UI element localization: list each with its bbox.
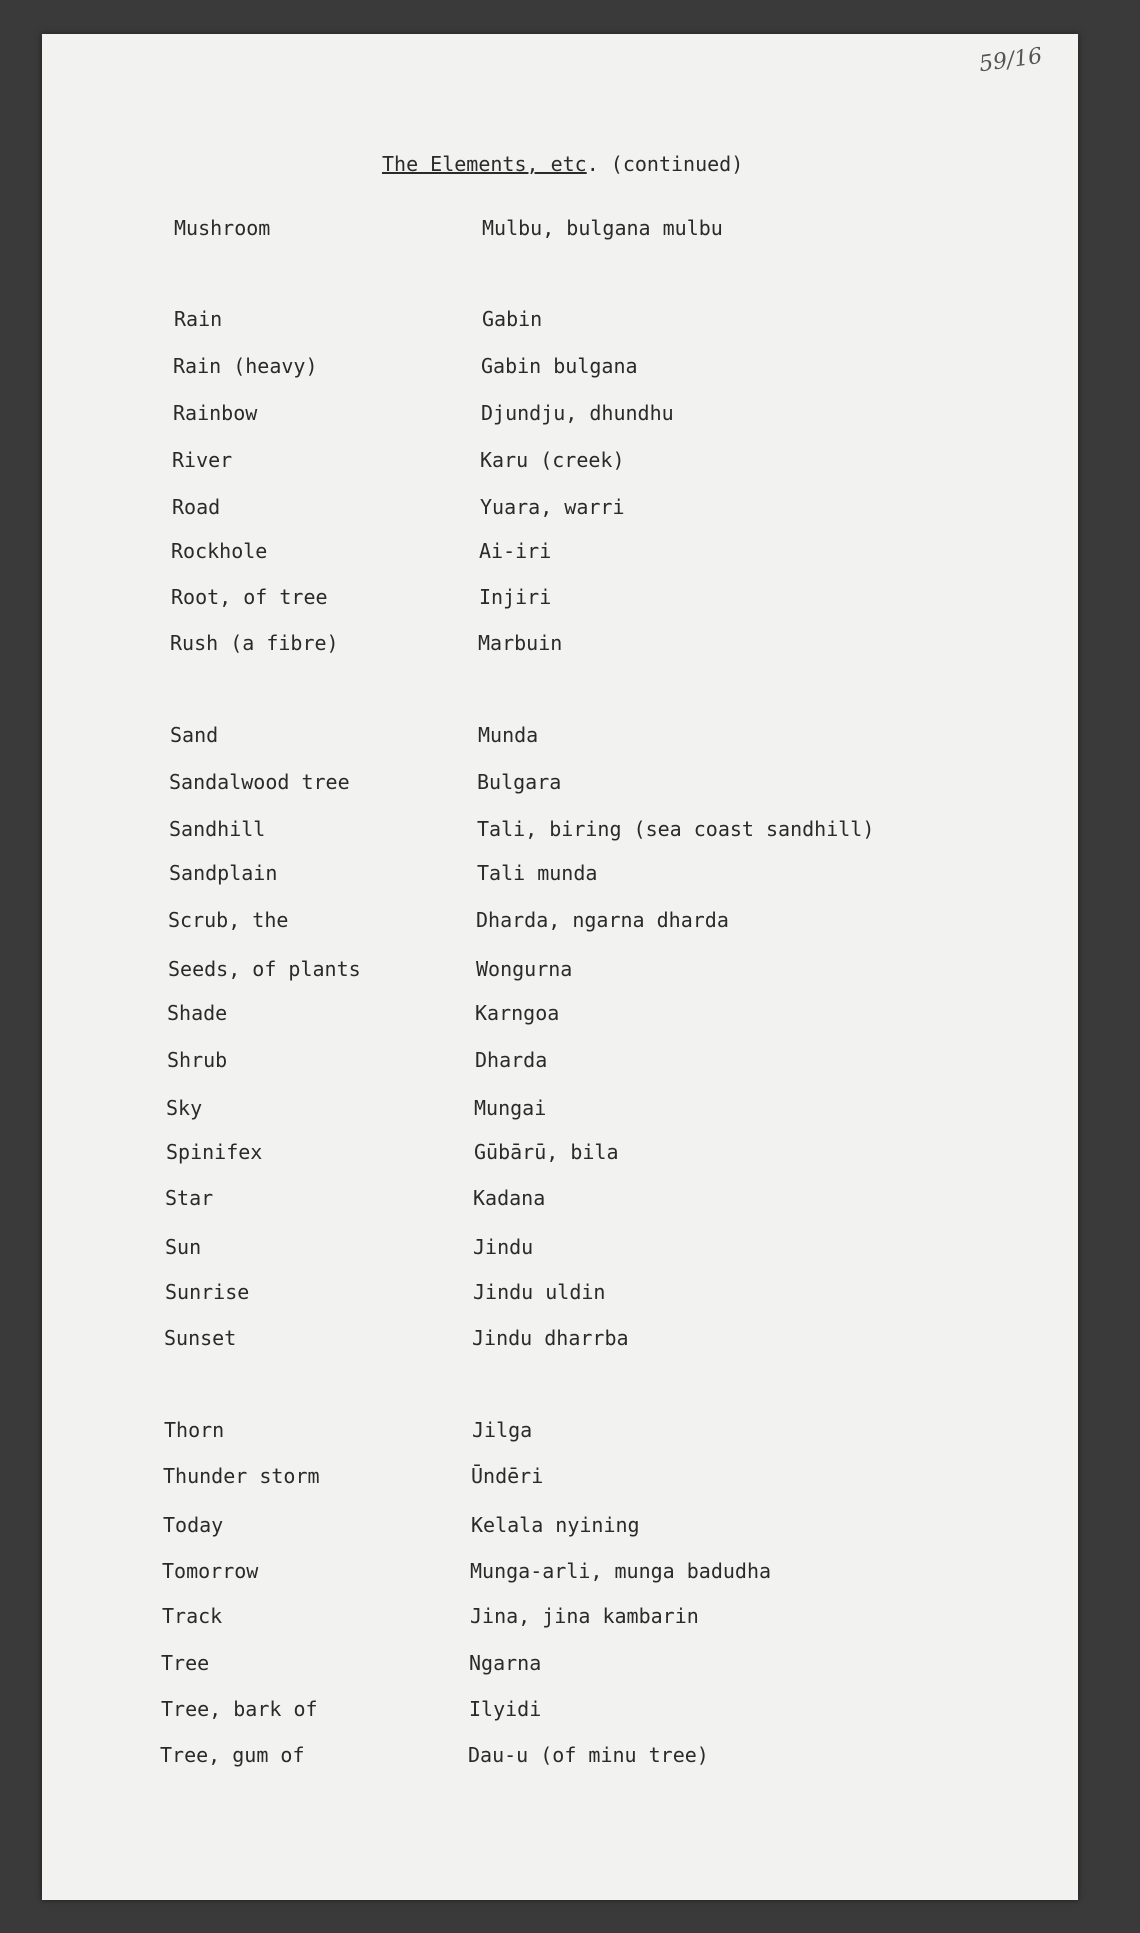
entry-definition: Tali, biring (sea coast sandhill): [477, 817, 875, 841]
entry-definition: Dharda, ngarna dharda: [476, 908, 729, 932]
page-title: [382, 152, 743, 176]
entry-definition: Gūbārū, bila: [474, 1140, 619, 1164]
entry-definition: Jilga: [472, 1418, 533, 1442]
entry-term: Sunrise: [165, 1280, 250, 1304]
entry-definition: Marbuin: [478, 631, 563, 655]
entry-definition: Jindu: [473, 1235, 534, 1259]
entry-term: River: [172, 448, 233, 472]
entry-definition: Ūndēri: [471, 1464, 544, 1488]
entry-definition: Jina, jina kambarin: [470, 1604, 699, 1628]
entry-definition: Bulgara: [477, 770, 562, 794]
entry-term: Sunset: [164, 1326, 237, 1350]
entry-term: Tomorrow: [162, 1559, 259, 1583]
entry-definition: Yuara, warri: [480, 495, 625, 519]
entry-term: Rain: [174, 307, 223, 331]
entry-term: Today: [163, 1513, 224, 1537]
entry-definition: Gabin bulgana: [481, 354, 638, 378]
entry-term: Spinifex: [166, 1140, 263, 1164]
entry-term: Rockhole: [171, 539, 268, 563]
entry-term: Sky: [166, 1096, 203, 1120]
entry-definition: Ai-iri: [479, 539, 552, 563]
entry-definition: Karngoa: [475, 1001, 560, 1025]
entry-term: Shade: [167, 1001, 228, 1025]
entry-term: Thunder storm: [163, 1464, 320, 1488]
entry-definition: Mulbu, bulgana mulbu: [482, 216, 723, 240]
entry-term: Star: [165, 1186, 214, 1210]
entry-definition: Injiri: [479, 585, 552, 609]
document-page: [42, 34, 1078, 1900]
entry-definition: Jindu uldin: [473, 1280, 606, 1304]
entry-term: Sun: [165, 1235, 202, 1259]
entry-term: Sand: [170, 723, 219, 747]
title-underlined: The Elements, etc: [382, 152, 587, 176]
entry-definition: Mungai: [474, 1096, 547, 1120]
entry-term: Tree, bark of: [161, 1697, 318, 1721]
entry-term: Seeds, of plants: [168, 957, 361, 981]
entry-definition: Karu (creek): [480, 448, 625, 472]
entry-term: Track: [162, 1604, 223, 1628]
entry-term: Scrub, the: [168, 908, 289, 932]
page-number: 59/16: [977, 43, 1044, 78]
entry-term: Root, of tree: [171, 585, 328, 609]
entry-term: Sandalwood tree: [169, 770, 350, 794]
entry-term: Tree: [161, 1651, 210, 1675]
entry-definition: Kadana: [473, 1186, 546, 1210]
entry-definition: Dau-u (of minu tree): [468, 1743, 709, 1767]
title-rest: . (continued): [586, 152, 744, 176]
entry-term: Mushroom: [174, 216, 271, 240]
entry-definition: Tali munda: [477, 861, 598, 885]
entry-definition: Djundju, dhundhu: [481, 401, 674, 425]
entry-definition: Dharda: [475, 1048, 548, 1072]
entry-term: Thorn: [164, 1418, 225, 1442]
entry-definition: Jindu dharrba: [472, 1326, 629, 1350]
entry-term: Rush (a fibre): [170, 631, 339, 655]
entry-definition: Munga-arli, munga badudha: [470, 1559, 772, 1583]
entry-definition: Ngarna: [469, 1651, 542, 1675]
entry-definition: Gabin: [482, 307, 543, 331]
entry-definition: Wongurna: [476, 957, 573, 981]
entry-term: Sandplain: [169, 861, 278, 885]
entry-term: Road: [172, 495, 221, 519]
entry-term: Sandhill: [169, 817, 266, 841]
entry-term: Rainbow: [173, 401, 258, 425]
entry-definition: Kelala nyining: [471, 1513, 640, 1537]
entry-definition: Ilyidi: [469, 1697, 542, 1721]
entry-term: Rain (heavy): [173, 354, 318, 378]
entry-term: Shrub: [167, 1048, 228, 1072]
entry-term: Tree, gum of: [160, 1743, 305, 1767]
entry-definition: Munda: [478, 723, 539, 747]
